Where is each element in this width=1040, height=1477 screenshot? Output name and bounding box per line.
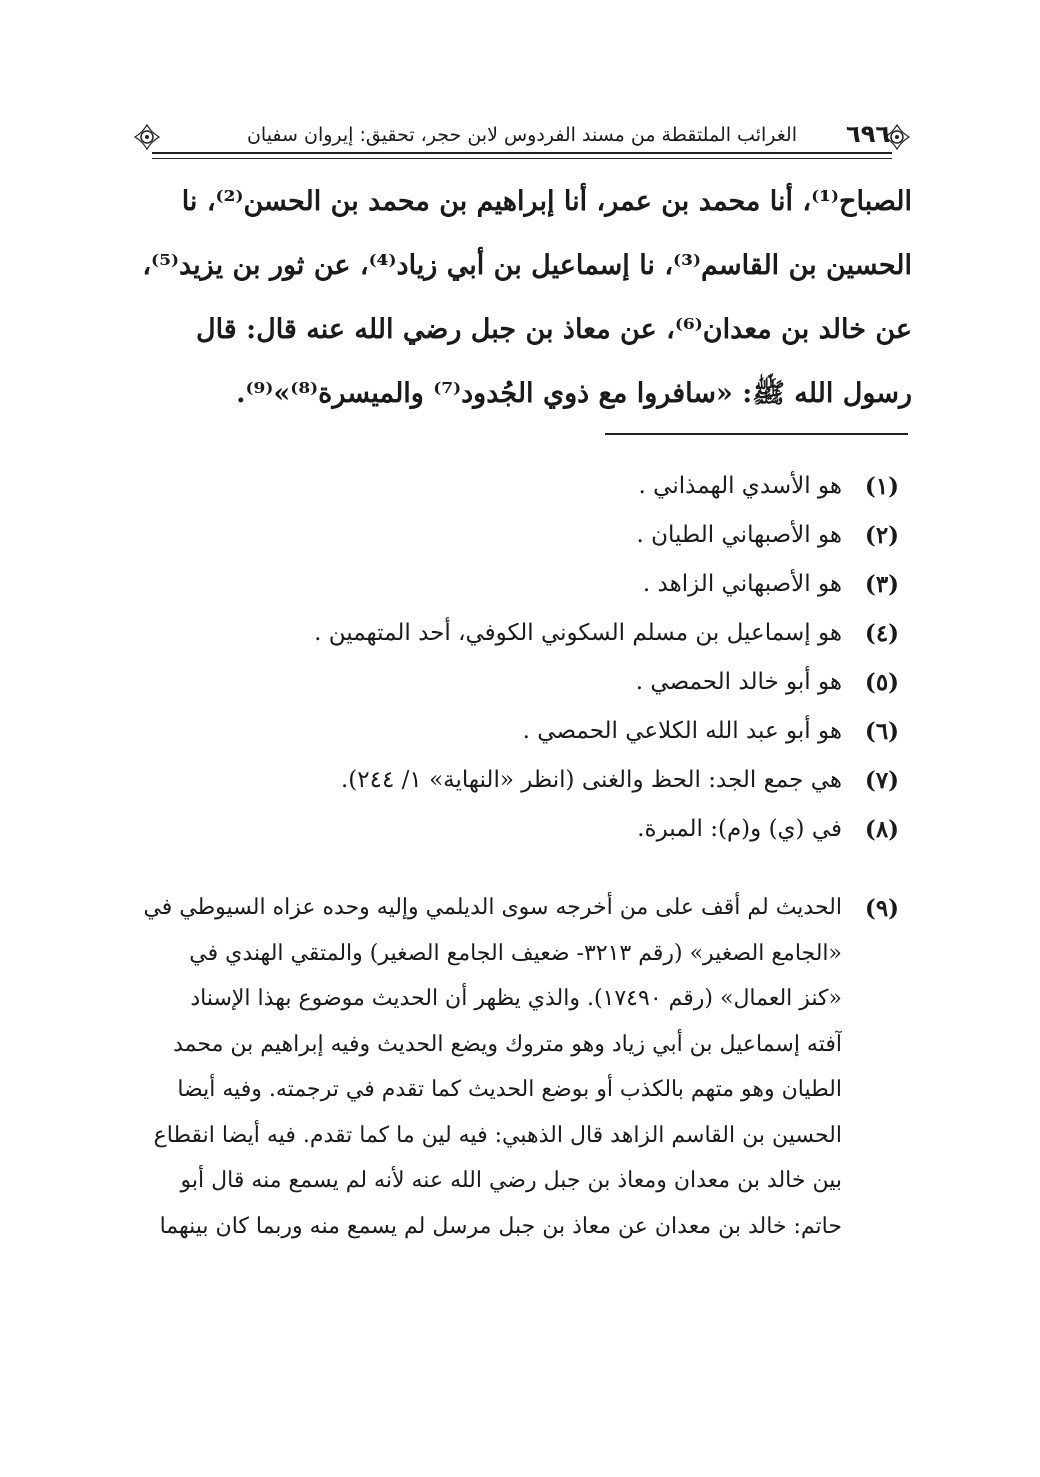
footnote-number: (٩) bbox=[864, 895, 900, 922]
footnote-text: هو الأسدي الهمذاني . bbox=[638, 473, 842, 499]
footnote-line: الحسين بن القاسم الزاهد قال الذهبي: فيه لين ما كما تقدم. فيه أيضا انقطاع bbox=[153, 1122, 842, 1148]
footnote-item bbox=[132, 756, 912, 805]
footnote-text: هي جمع الجد: الحظ والغنى (انظر «النهاية» ١/ ٢٤٤). bbox=[340, 767, 842, 793]
footnote-line: آفته إسماعيل بن أبي زياد وهو متروك ويضع الحديث وفيه إبراهيم بن محمد bbox=[173, 1031, 842, 1057]
footnote-item bbox=[132, 658, 912, 707]
footnote-line: «الجامع الصغير» (رقم ٣٢١٣- ضعيف الجامع الصغير) والمتقي الهندي في bbox=[189, 940, 842, 966]
footnote-number: (٧) bbox=[864, 767, 900, 794]
main-text-line: عن خالد بن معدان⁽⁶⁾، عن معاذ بن جبل رضي الله عنه قال: قال bbox=[195, 314, 912, 345]
footnote-text: هو الأصبهاني الطيان . bbox=[636, 522, 842, 548]
footnote-text: هو أبو خالد الحمصي . bbox=[635, 669, 842, 695]
footnote-line: الحديث لم أقف على من أخرجه سوى الديلمي وإليه وحده عزاه السيوطي في bbox=[143, 895, 842, 920]
footnote-number: (١) bbox=[864, 473, 900, 500]
footnote-item bbox=[132, 560, 912, 609]
main-text-line: رسول الله ﷺ: «سافروا مع ذوي الجُدود⁽⁷⁾ والميسرة⁽⁸⁾»⁽⁹⁾. bbox=[236, 378, 912, 409]
footnote-text: هو الأصبهاني الزاهد . bbox=[642, 571, 842, 597]
footnote-line: حاتم: خالد بن معدان عن معاذ بن جبل مرسل لم يسمع منه وربما كان بينهما bbox=[159, 1213, 842, 1239]
footnote-item bbox=[132, 609, 912, 658]
main-text bbox=[132, 170, 912, 426]
footnote-number: (٨) bbox=[864, 816, 900, 843]
footnote-text bbox=[132, 885, 842, 1249]
footnote-9 bbox=[132, 885, 912, 1249]
page-number: ٦٩٦ bbox=[846, 120, 890, 148]
footnote-line: الطيان وهو متهم بالكذب أو بوضع الحديث كما تقدم في ترجمته. وفيه أيضا bbox=[177, 1077, 842, 1102]
main-text-line: الصباح⁽¹⁾، أنا محمد بن عمر، أنا إبراهيم بن محمد بن الحسن⁽²⁾، نا bbox=[181, 186, 912, 217]
footnote-item bbox=[132, 511, 912, 560]
header-rule bbox=[152, 152, 892, 159]
footnote-number: (٣) bbox=[864, 571, 900, 598]
footnote-line: بين خالد بن معدان ومعاذ بن جبل رضي الله عنه لأنه لم يسمع منه قال أبو bbox=[180, 1168, 842, 1193]
footnote-text: هو أبو عبد الله الكلاعي الحمصي . bbox=[522, 718, 842, 744]
footnote-line: «كنز العمال» (رقم ١٧٤٩٠). والذي يظهر أن الحديث موضوع بهذا الإسناد bbox=[190, 986, 842, 1011]
footnote-number: (٥) bbox=[864, 669, 900, 696]
main-text-line: الحسين بن القاسم⁽³⁾، نا إسماعيل بن أبي زياد⁽⁴⁾، عن ثور بن يزيد⁽⁵⁾، bbox=[142, 250, 912, 281]
header-title: الغرائب الملتقطة من مسند الفردوس لابن حجر، تحقيق: إيروان سفيان bbox=[246, 124, 797, 146]
ornament-icon bbox=[132, 122, 162, 152]
footnotes bbox=[132, 462, 912, 854]
footnote-item bbox=[132, 707, 912, 756]
footnote-text: هو إسماعيل بن مسلم السكوني الكوفي، أحد المتهمين . bbox=[314, 620, 842, 646]
footnote-number: (٦) bbox=[864, 718, 900, 745]
footnote-number: (٤) bbox=[864, 620, 900, 647]
footnote-item bbox=[132, 805, 912, 854]
footnote-separator bbox=[605, 433, 908, 435]
running-header bbox=[132, 118, 912, 158]
footnote-text: في (ي) و(م): المبرة. bbox=[637, 816, 842, 842]
footnote-number: (٢) bbox=[864, 522, 900, 549]
footnote-item bbox=[132, 462, 912, 511]
